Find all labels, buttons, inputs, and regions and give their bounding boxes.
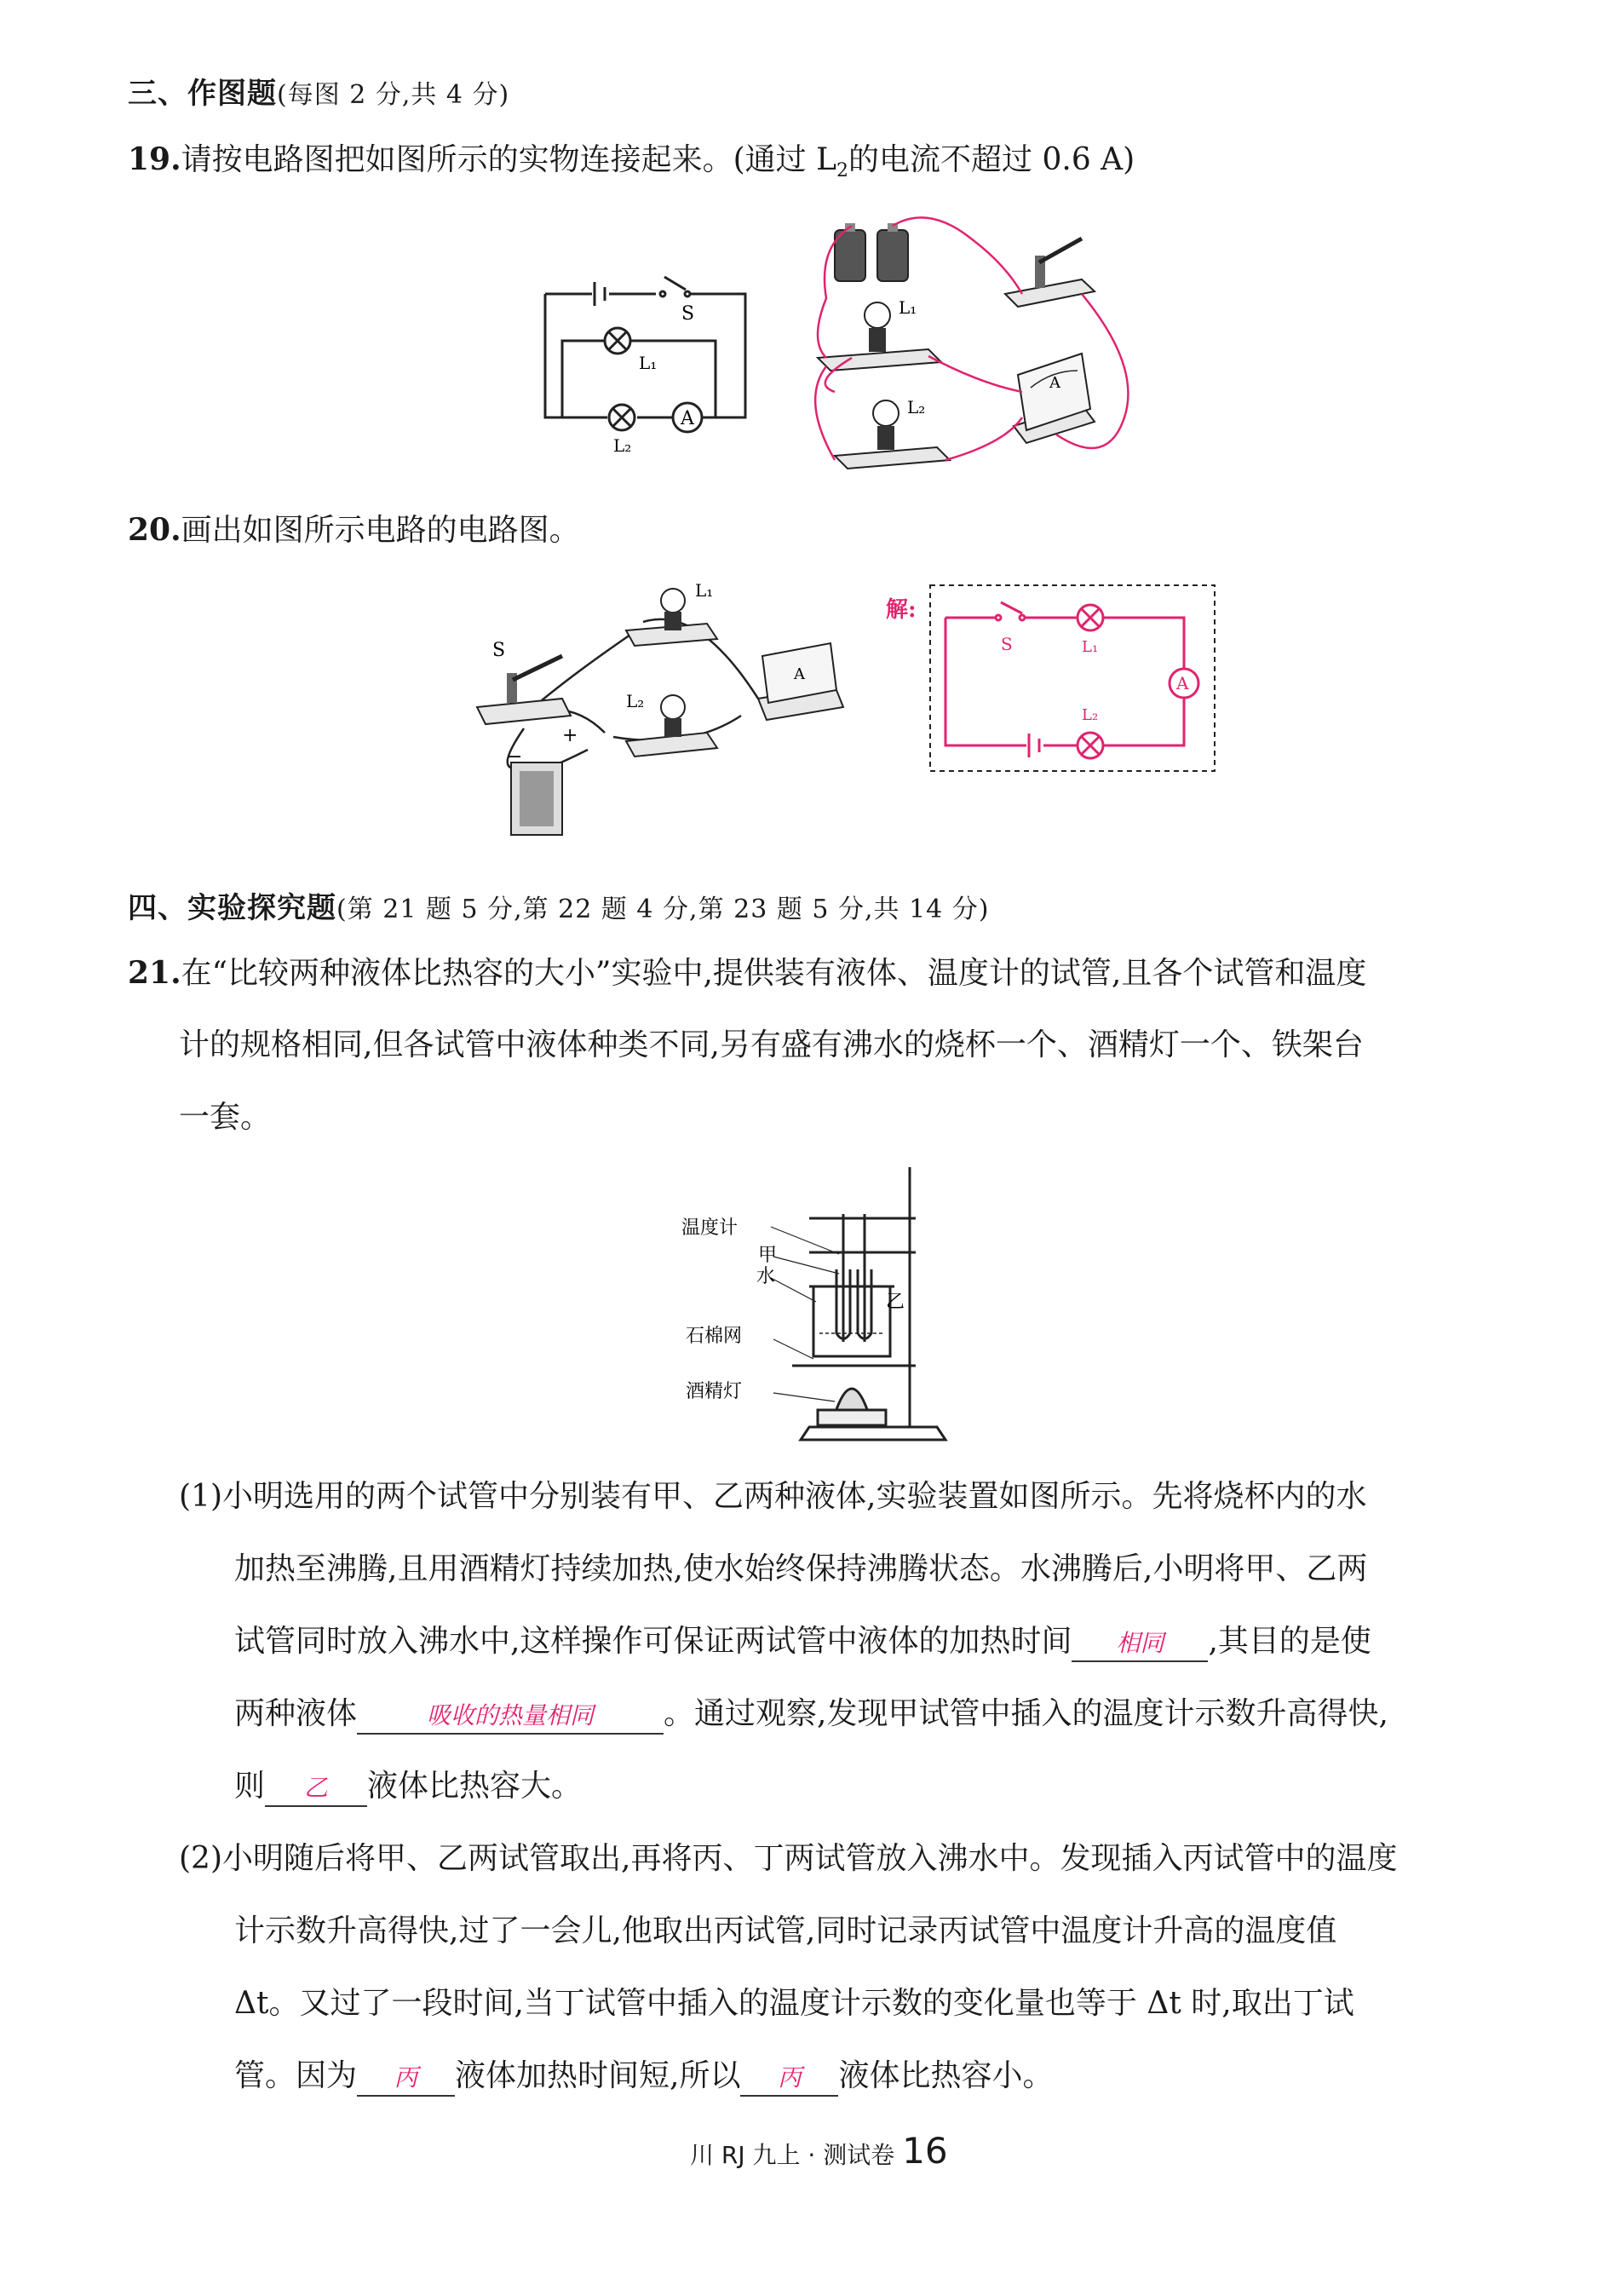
ammeter-icon [1014, 354, 1095, 443]
q21-line2: 计的规格相同,但各试管中液体种类不同,另有盛有沸水的烧杯一个、酒精灯一个、铁架台 [179, 1027, 1364, 1062]
q20-phys-label-minus: − [507, 746, 523, 768]
q21-apparatus-figure [681, 1159, 954, 1457]
q21-p2-blank2[interactable]: 丙 [740, 2061, 838, 2097]
q21-p2-line4c: 液体比热容小。 [838, 2058, 1054, 2093]
section3-note: (每图 2 分,共 4 分) [277, 80, 510, 110]
q19-text [128, 141, 1135, 190]
q21-p1-line5a: 则 [234, 1769, 266, 1804]
q21-p1-blank1[interactable]: 相同 [1072, 1626, 1208, 1662]
q20-phys-label-l1: L₁ [695, 580, 714, 601]
section4-title: 四、实验探究题 [128, 891, 336, 925]
q21-p1-blank2[interactable]: 吸收的热量相同 [357, 1699, 664, 1735]
q21-p1-blank3[interactable]: 乙 [265, 1771, 367, 1807]
page-footer [690, 2130, 948, 2172]
section3-header [128, 70, 509, 112]
q20-text [128, 511, 580, 550]
q21-p2-line1: (2)小明随后将甲、乙两试管取出,再将丙、丁两试管放入沸水中。发现插入丙试管中的温度 [179, 1841, 1398, 1876]
q19-label-l2: L₂ [613, 435, 632, 456]
section4-header [128, 884, 989, 926]
q20-question: 画出如图所示电路的电路图。 [181, 513, 580, 548]
q21-number: 21. [128, 955, 181, 991]
q21-line1 [128, 954, 1366, 993]
battery-icon [835, 223, 908, 281]
q20-battery-icon [511, 762, 562, 835]
section3-title: 三、作图题 [128, 77, 277, 111]
q21-p1-line2: 加热至沸腾,且用酒精灯持续加热,使水始终保持沸腾状态。水沸腾后,小明将甲、乙两 [234, 1551, 1368, 1586]
page-number: 16 [902, 2130, 948, 2172]
q19-label-s: S [681, 303, 695, 325]
q20-phys-label-plus: + [562, 725, 578, 746]
q21-p1-line5b: 液体比热容大。 [367, 1769, 583, 1804]
q20-phys-label-l2: L₂ [626, 691, 645, 711]
fig-label-asbestos: 石棉网 [686, 1326, 743, 1347]
q21-p2-line4a: 管。因为 [234, 2058, 358, 2093]
q21-p2-line4b: 液体加热时间短,所以 [455, 2058, 741, 2093]
q21-p1-line1: (1)小明选用的两个试管中分别装有甲、乙两种液体,实验装置如图所示。先将烧杯内的水 [179, 1479, 1367, 1514]
q21-p1-line4a: 两种液体 [234, 1696, 358, 1731]
q19-number: 19. [128, 141, 181, 177]
fig-label-water: 水 [756, 1266, 776, 1287]
q20-ans-label-s: S [1001, 634, 1013, 654]
q19-phys-label-l1: L₁ [899, 297, 917, 318]
q21-p1-line4b: 。通过观察,发现甲试管中插入的温度计示数升高得快, [664, 1696, 1388, 1731]
q19-label-l1: L₁ [639, 353, 658, 373]
q20-phys-label-a: A [794, 665, 805, 683]
q21-line1-text: 在“比较两种液体比热容的大小”实验中,提供装有液体、温度计的试管,且各个试管和温度 [181, 956, 1367, 991]
footer-text: 川 RJ 九上 · 测试卷 [690, 2141, 895, 2169]
q21-p2-line3: Δt。又过了一段时间,当丁试管中插入的温度计示数的变化量也等于 Δt 时,取出丁试 [234, 1986, 1354, 2021]
q20-ans-label-a: A [1176, 673, 1189, 693]
q19-physical-diagram [801, 213, 1158, 486]
q20-answer-label: 解: [886, 597, 917, 623]
fig-label-yi: 乙 [886, 1292, 905, 1313]
q20-ans-label-l1: L₁ [1082, 638, 1099, 656]
q21-line3: 一套。 [179, 1100, 272, 1135]
q19-subscript: 2 [836, 160, 849, 182]
q19-text-a: 请按电路图把如图所示的实物连接起来。(通过 L [181, 142, 837, 177]
q21-p1-line3a: 试管同时放入沸水中,这样操作可保证两试管中液体的加热时间 [234, 1624, 1072, 1659]
section4-note: (第 21 题 5 分,第 22 题 4 分,第 23 题 5 分,共 14 分) [336, 895, 990, 924]
lamp-l1-icon [818, 302, 941, 371]
q20-ans-label-l2: L₂ [1082, 706, 1099, 724]
q21-p1-line4 [234, 1695, 1388, 1735]
q21-p2-blank1[interactable]: 丙 [357, 2061, 455, 2097]
q21-p2-line4 [234, 2057, 1053, 2097]
fig-label-lamp: 酒精灯 [686, 1381, 743, 1402]
q20-switch-icon [477, 656, 571, 724]
q19-phys-label-a: A [1049, 374, 1060, 392]
q21-p1-line3b: ,其目的是使 [1208, 1624, 1371, 1659]
q19-text-b: 的电流不超过 0.6 A) [848, 142, 1135, 177]
q19-schematic [528, 268, 758, 456]
fig-label-jia: 甲 [758, 1245, 778, 1266]
q21-p2-line2: 计示数升高得快,过了一会儿,他取出丙试管,同时记录丙试管中温度计升高的温度值 [234, 1913, 1337, 1948]
lamp-l2-icon [835, 400, 950, 469]
q20-physical-diagram [468, 571, 852, 843]
q19-label-a: A [681, 408, 694, 429]
q20-phys-label-s: S [492, 640, 506, 661]
fig-label-thermometer: 温度计 [681, 1217, 739, 1239]
q21-p1-line3 [234, 1623, 1371, 1662]
q20-answer-schematic [928, 584, 1218, 775]
q19-phys-label-l2: L₂ [907, 397, 926, 417]
switch-icon [1005, 239, 1095, 307]
q20-number: 20. [128, 512, 181, 548]
q21-p1-line5 [234, 1768, 582, 1807]
